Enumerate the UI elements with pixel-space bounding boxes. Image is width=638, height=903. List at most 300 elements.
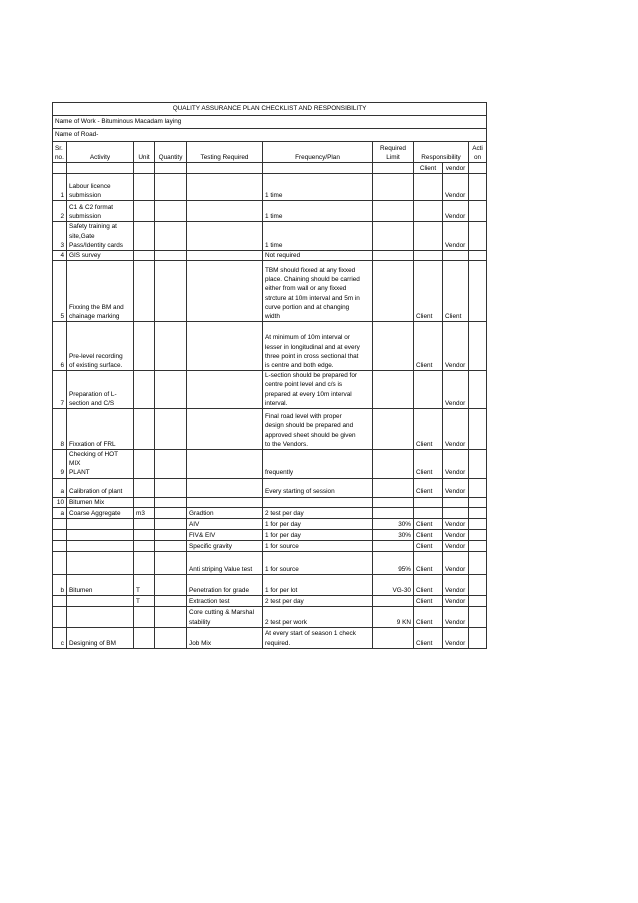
qa-checklist-sheet <box>52 102 486 649</box>
row-required-limit: 30% <box>373 529 414 540</box>
row-vendor: Vendor <box>443 322 469 371</box>
subheader-blank <box>134 163 155 174</box>
table-row <box>53 478 487 497</box>
row-vendor: Vendor <box>443 450 469 479</box>
row-activity <box>67 518 134 529</box>
activity-line: site,Gate <box>69 232 95 240</box>
row-unit <box>134 174 155 201</box>
row-frequency-plan <box>263 606 373 627</box>
row-quantity <box>155 507 187 518</box>
row-client: Client <box>414 518 443 529</box>
row-required-limit <box>373 595 414 606</box>
activity-line: Safety training at <box>69 223 117 231</box>
row-activity <box>67 409 134 450</box>
frequency-line: to the Vendors. <box>265 440 308 448</box>
row-quantity <box>155 606 187 627</box>
subheader-blank <box>469 163 487 174</box>
table-row <box>53 450 487 479</box>
row-frequency-plan <box>263 507 373 518</box>
frequency-line: 2 test per day <box>265 509 304 517</box>
frequency-line: At every start of season 1 check <box>265 630 356 638</box>
frequency-line: lesser in longitudinal and at every <box>265 343 360 351</box>
frequency-line: Final road level with proper <box>265 413 342 421</box>
frequency-line: Not required <box>265 252 301 259</box>
row-required-limit <box>373 478 414 497</box>
row-testing-required: Job Mix <box>187 627 263 648</box>
header-limit-line-2: Limit <box>386 153 400 161</box>
qa-checklist-table <box>52 102 487 649</box>
frequency-line: width <box>265 313 280 320</box>
row-activity <box>67 450 134 479</box>
row-client: Client <box>414 627 443 648</box>
frequency-line: place. Chaining should be carried <box>265 276 360 284</box>
row-testing-required: Extraction test <box>187 595 263 606</box>
row-testing-required <box>187 261 263 322</box>
row-required-limit <box>373 261 414 322</box>
activity-line: Designing of BM <box>69 639 116 647</box>
row-frequency-plan <box>263 222 373 251</box>
row-quantity <box>155 409 187 450</box>
row-required-limit <box>373 371 414 409</box>
row-quantity <box>155 595 187 606</box>
row-activity <box>67 251 134 261</box>
frequency-line: interval. <box>265 399 288 407</box>
row-frequency-plan <box>263 540 373 551</box>
row-required-limit <box>373 540 414 551</box>
row-quantity <box>155 450 187 479</box>
row-frequency-plan <box>263 627 373 648</box>
row-action <box>469 497 487 507</box>
frequency-line: At minimum of 10m interval or <box>265 334 350 342</box>
row-client <box>414 371 443 409</box>
row-quantity <box>155 174 187 201</box>
row-vendor <box>443 507 469 518</box>
row-sr-no: 1 <box>53 174 67 201</box>
frequency-line: required. <box>265 639 291 647</box>
activity-line: Preparation of L- <box>69 390 117 398</box>
row-client: Client <box>414 322 443 371</box>
row-testing-required <box>187 201 263 222</box>
row-unit <box>134 251 155 261</box>
table-row <box>53 201 487 222</box>
row-quantity <box>155 540 187 551</box>
row-frequency-plan <box>263 595 373 606</box>
row-client: Client <box>414 261 443 322</box>
row-quantity <box>155 222 187 251</box>
row-quantity <box>155 322 187 371</box>
frequency-line: 1 for per lot <box>265 586 298 594</box>
row-action <box>469 529 487 540</box>
frequency-line: approved sheet should be given <box>265 431 356 439</box>
row-quantity <box>155 371 187 409</box>
row-client <box>414 497 443 507</box>
row-sr-no: b <box>53 574 67 595</box>
row-quantity <box>155 627 187 648</box>
row-sr-no: 7 <box>53 371 67 409</box>
row-testing-required <box>187 322 263 371</box>
row-quantity <box>155 261 187 322</box>
row-sr-no <box>53 518 67 529</box>
row-frequency-plan <box>263 174 373 201</box>
frequency-line: three point in cross sectional that <box>265 352 359 360</box>
row-client: Client <box>414 409 443 450</box>
row-sr-no: 8 <box>53 409 67 450</box>
row-testing-required <box>187 371 263 409</box>
row-activity <box>67 627 134 648</box>
row-quantity <box>155 201 187 222</box>
row-unit <box>134 450 155 479</box>
row-frequency-plan <box>263 251 373 261</box>
row-required-limit <box>373 201 414 222</box>
row-required-limit <box>373 222 414 251</box>
frequency-line: centre point level and c/s is <box>265 381 343 389</box>
frequency-line: is centre and both edge. <box>265 362 334 369</box>
row-frequency-plan <box>263 371 373 409</box>
row-testing-required: Penetration for grade <box>187 574 263 595</box>
row-sr-no: a <box>53 507 67 518</box>
activity-line: Fixxing the BM and <box>69 303 124 311</box>
name-of-work: Name of Work - Bituminous Macadam laying <box>53 116 487 129</box>
row-required-limit: 9 KN <box>373 606 414 627</box>
row-action <box>469 518 487 529</box>
row-vendor: Vendor <box>443 201 469 222</box>
row-testing-required: Anti striping Value test <box>187 551 263 574</box>
row-frequency-plan <box>263 322 373 371</box>
row-unit <box>134 261 155 322</box>
row-sr-no: 9 <box>53 450 67 479</box>
row-quantity <box>155 251 187 261</box>
row-frequency-plan <box>263 478 373 497</box>
row-sr-no: a <box>53 478 67 497</box>
row-unit: m3 <box>134 507 155 518</box>
row-activity <box>67 261 134 322</box>
header-responsibility: Responsibility <box>414 142 469 163</box>
row-testing-required <box>187 450 263 479</box>
row-activity <box>67 322 134 371</box>
row-unit <box>134 222 155 251</box>
row-sr-no: 5 <box>53 261 67 322</box>
activity-line: section and C/S <box>69 399 115 407</box>
frequency-line: 1 time <box>265 241 283 249</box>
row-activity <box>67 478 134 497</box>
row-required-limit <box>373 450 414 479</box>
row-activity <box>67 574 134 595</box>
row-action <box>469 606 487 627</box>
subheader-blank <box>263 163 373 174</box>
table-row <box>53 627 487 648</box>
activity-line: Bitumen Mix <box>69 498 105 506</box>
row-activity <box>67 497 134 507</box>
row-required-limit: VG-30 <box>373 574 414 595</box>
header-sr-no <box>53 142 67 163</box>
table-row <box>53 595 487 606</box>
row-vendor <box>443 251 469 261</box>
row-action <box>469 450 487 479</box>
row-sr-no: 2 <box>53 201 67 222</box>
row-sr-no <box>53 540 67 551</box>
row-client: Client <box>414 540 443 551</box>
row-action <box>469 478 487 497</box>
row-required-limit <box>373 497 414 507</box>
row-activity <box>67 551 134 574</box>
activity-line: submission <box>69 212 101 220</box>
frequency-line: frequently <box>265 469 294 477</box>
row-unit <box>134 627 155 648</box>
subheader-client: Client <box>414 163 443 174</box>
row-vendor: Vendor <box>443 627 469 648</box>
row-quantity <box>155 574 187 595</box>
frequency-line: 1 for per day <box>265 520 301 528</box>
row-testing-required: Gradtion <box>187 507 263 518</box>
row-testing-required: AIV <box>187 518 263 529</box>
row-sr-no: 3 <box>53 222 67 251</box>
row-vendor: Vendor <box>443 518 469 529</box>
row-sr-no <box>53 595 67 606</box>
header-activity: Activity <box>67 142 134 163</box>
row-unit: T <box>134 595 155 606</box>
activity-line: Pass/Identity cards <box>69 241 123 249</box>
row-frequency-plan <box>263 409 373 450</box>
subheader-blank <box>155 163 187 174</box>
row-testing-required: FIV& EIV <box>187 529 263 540</box>
row-frequency-plan <box>263 529 373 540</box>
row-unit <box>134 322 155 371</box>
row-quantity <box>155 551 187 574</box>
row-activity <box>67 606 134 627</box>
table-row <box>53 540 487 551</box>
row-activity <box>67 201 134 222</box>
activity-line: chainage marking <box>69 313 120 320</box>
table-row <box>53 222 487 251</box>
activity-line: GIS survey <box>69 252 101 259</box>
row-sr-no <box>53 551 67 574</box>
frequency-line: Every starting of session <box>265 488 335 496</box>
row-unit <box>134 529 155 540</box>
row-quantity <box>155 478 187 497</box>
row-activity <box>67 540 134 551</box>
frequency-line: 1 for source <box>265 565 299 573</box>
frequency-line: either from wall or any fixxed <box>265 285 347 293</box>
row-required-limit <box>373 627 414 648</box>
row-activity <box>67 507 134 518</box>
row-vendor: Vendor <box>443 551 469 574</box>
row-required-limit <box>373 507 414 518</box>
subheader-blank <box>373 163 414 174</box>
frequency-line: 1 for per day <box>265 531 301 539</box>
row-action <box>469 261 487 322</box>
page-title: QUALITY ASSURANCE PLAN CHECKLIST AND RESPONSIBILITY <box>53 103 487 116</box>
header-required-limit <box>373 142 414 163</box>
row-action <box>469 174 487 201</box>
row-frequency-plan <box>263 450 373 479</box>
row-frequency-plan <box>263 497 373 507</box>
row-client <box>414 174 443 201</box>
row-quantity <box>155 497 187 507</box>
table-row <box>53 261 487 322</box>
header-testing-required: Testing Required <box>187 142 263 163</box>
row-vendor: Vendor <box>443 371 469 409</box>
row-testing-required <box>187 174 263 201</box>
row-activity <box>67 371 134 409</box>
row-action <box>469 371 487 409</box>
row-client: Client <box>414 606 443 627</box>
row-unit <box>134 478 155 497</box>
row-vendor <box>443 497 469 507</box>
frequency-line: strcture at 10m interval and 5m in <box>265 294 360 302</box>
table-row <box>53 497 487 507</box>
row-action <box>469 627 487 648</box>
row-testing-required: Core cutting & Marshal stability <box>187 606 263 627</box>
header-sr-line-1: Sr. <box>55 144 63 152</box>
row-testing-required: Specific gravity <box>187 540 263 551</box>
header-frequency-plan: Frequency/Plan <box>263 142 373 163</box>
row-client: Client <box>414 478 443 497</box>
subheader-vendor: vendor <box>443 163 469 174</box>
activity-line: C1 & C2 format <box>69 203 114 211</box>
row-vendor: Vendor <box>443 222 469 251</box>
row-activity <box>67 529 134 540</box>
row-testing-required <box>187 251 263 261</box>
row-unit <box>134 540 155 551</box>
activity-line: Calibration of plant <box>69 488 123 496</box>
row-vendor: Vendor <box>443 409 469 450</box>
frequency-line: curve portion and at changing <box>265 303 350 311</box>
row-vendor: Vendor <box>443 540 469 551</box>
row-unit <box>134 606 155 627</box>
table-row <box>53 371 487 409</box>
activity-line: Pre-level recording <box>69 352 123 360</box>
table-row <box>53 507 487 518</box>
row-vendor: Vendor <box>443 174 469 201</box>
table-row <box>53 529 487 540</box>
row-activity <box>67 174 134 201</box>
header-sr-line-2: no. <box>55 153 64 161</box>
subheader-blank <box>53 163 67 174</box>
row-client <box>414 222 443 251</box>
activity-line: Checking of HOT MIX <box>69 451 118 468</box>
row-required-limit: 30% <box>373 518 414 529</box>
header-unit: Unit <box>134 142 155 163</box>
frequency-line: TBM should fixxed at any fixxed <box>265 266 356 274</box>
activity-line: Bitumen <box>69 586 93 594</box>
row-unit <box>134 201 155 222</box>
row-required-limit: 95% <box>373 551 414 574</box>
row-frequency-plan <box>263 261 373 322</box>
table-row <box>53 322 487 371</box>
frequency-line: 2 test per day <box>265 597 304 605</box>
name-of-road: Name of Road- <box>53 129 487 142</box>
row-frequency-plan <box>263 518 373 529</box>
header-quantity: Quantity <box>155 142 187 163</box>
frequency-line: 1 time <box>265 191 283 199</box>
row-vendor: Vendor <box>443 529 469 540</box>
row-sr-no: 4 <box>53 251 67 261</box>
row-action <box>469 574 487 595</box>
table-row <box>53 409 487 450</box>
table-row <box>53 551 487 574</box>
row-sr-no <box>53 606 67 627</box>
row-unit <box>134 371 155 409</box>
frequency-line: 1 time <box>265 212 283 220</box>
row-vendor: Vendor <box>443 595 469 606</box>
row-action <box>469 540 487 551</box>
row-action <box>469 222 487 251</box>
header-action: Action <box>469 142 487 163</box>
row-required-limit <box>373 251 414 261</box>
table-row <box>53 606 487 627</box>
row-action <box>469 201 487 222</box>
activity-line: PLANT <box>69 469 90 477</box>
row-client: Client <box>414 574 443 595</box>
row-unit <box>134 518 155 529</box>
row-action <box>469 551 487 574</box>
row-frequency-plan <box>263 574 373 595</box>
subheader-blank <box>67 163 134 174</box>
row-vendor: Vendor <box>443 606 469 627</box>
row-sr-no: 10 <box>53 497 67 507</box>
row-sr-no: 6 <box>53 322 67 371</box>
row-client: Client <box>414 551 443 574</box>
frequency-line: design should be prepared and <box>265 422 354 430</box>
row-client <box>414 507 443 518</box>
row-activity <box>67 222 134 251</box>
row-vendor: Client <box>443 261 469 322</box>
activity-line: Labour licence <box>69 182 111 190</box>
row-unit <box>134 409 155 450</box>
frequency-line: L-section should be prepared for <box>265 372 358 380</box>
table-row <box>53 251 487 261</box>
table-row <box>53 574 487 595</box>
frequency-line: 2 test per work <box>265 618 307 626</box>
row-sr-no: c <box>53 627 67 648</box>
row-frequency-plan <box>263 201 373 222</box>
row-action <box>469 322 487 371</box>
row-frequency-plan <box>263 551 373 574</box>
row-quantity <box>155 529 187 540</box>
row-sr-no <box>53 529 67 540</box>
activity-line: submission <box>69 191 101 199</box>
activity-line: Fixxation of FRL <box>69 440 116 448</box>
row-unit <box>134 551 155 574</box>
row-action <box>469 595 487 606</box>
row-required-limit <box>373 409 414 450</box>
row-client: Client <box>414 595 443 606</box>
frequency-line: prepared at every 10m interval <box>265 390 352 398</box>
header-limit-line-1: Required <box>380 144 406 152</box>
row-testing-required <box>187 409 263 450</box>
row-action <box>469 409 487 450</box>
row-activity <box>67 595 134 606</box>
row-unit <box>134 497 155 507</box>
activity-line: Coarse Aggregate <box>69 509 121 517</box>
row-client: Client <box>414 529 443 540</box>
row-client <box>414 201 443 222</box>
table-row <box>53 174 487 201</box>
row-vendor: Vendor <box>443 574 469 595</box>
subheader-blank <box>187 163 263 174</box>
row-unit: T <box>134 574 155 595</box>
table-row <box>53 518 487 529</box>
activity-line: of existing surface. <box>69 362 123 369</box>
row-testing-required <box>187 497 263 507</box>
frequency-line: 1 for source <box>265 542 299 550</box>
row-required-limit <box>373 174 414 201</box>
row-action <box>469 251 487 261</box>
row-testing-required <box>187 222 263 251</box>
row-testing-required <box>187 478 263 497</box>
row-vendor: Vendor <box>443 478 469 497</box>
row-quantity <box>155 518 187 529</box>
